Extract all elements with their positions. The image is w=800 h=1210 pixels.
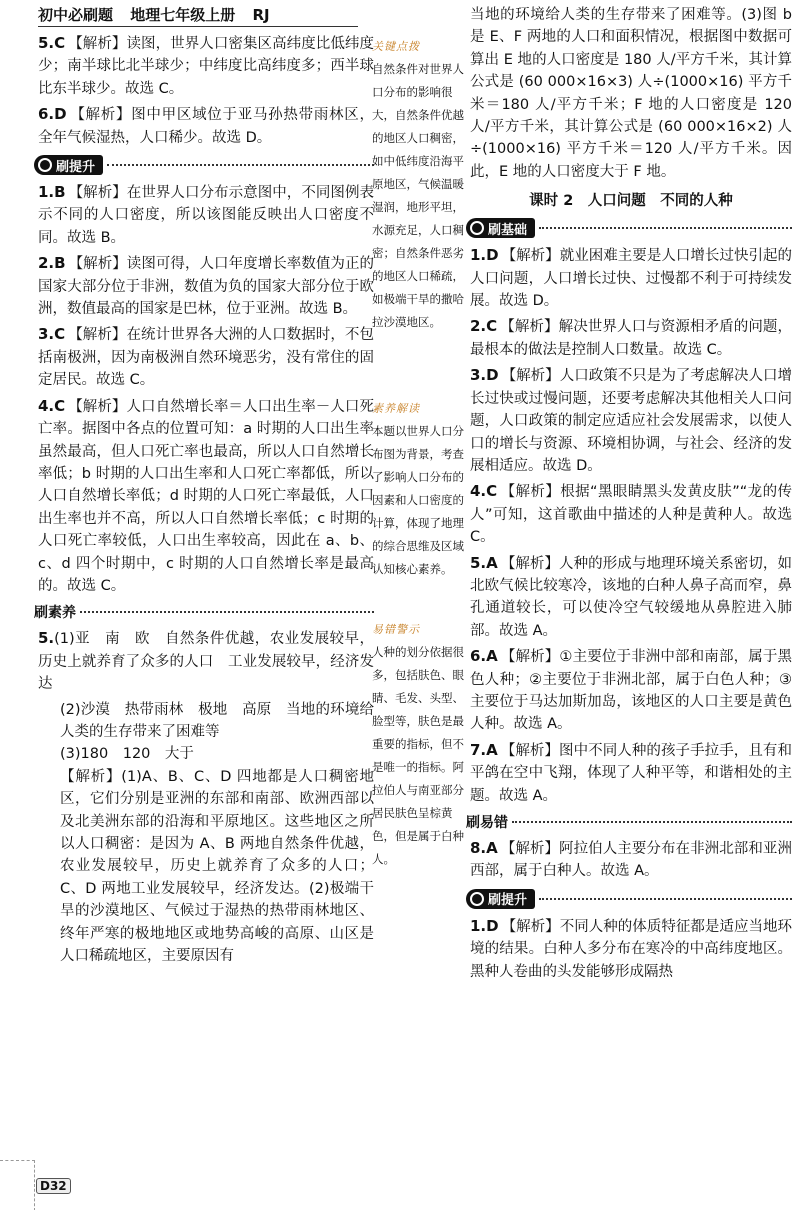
lesson-title: 课时 2 人口问题 不同的人种 [529,193,733,210]
answer-text: 【解析】就业困难主要是人口增长过快引起的人口问题，人口增长过快、过慢都不利于可持续发展。故选 D。 [470,248,792,310]
answer-item [38,627,374,695]
answer-letter: C [486,482,498,501]
answer-text: 【解析】在统计世界各大洲的人口数据时，不包括南极洲，因为南极洲自然环境恶劣，没有常住的固定居民。故选 C。 [38,327,374,389]
question-number: 1. [38,183,55,202]
answer-letter: C [54,34,66,52]
question-number: 8. [470,839,487,857]
side-note-title: 素养解读 [372,402,420,415]
question-number: 2. [470,317,487,336]
answer-item [38,32,374,100]
question-number: 1. [470,246,487,265]
answer-text: 【解析】人种的形成与地理环境关系密切，如北欧气候比较寒冷，该地的白种人鼻子高而窄，鼻孔通道较长，可以使冷空气较缓地从鼻腔进入肺部。故选 A。 [470,555,792,639]
answer-item [470,739,792,807]
answer-item [470,480,792,548]
answer-letter: B [54,183,66,202]
answer-item [38,103,374,149]
side-note-text: 人种的划分依据很多，包括肤色、眼睛、毛发、头型、脸型等，肤色是最重要的指标，但不是唯一的指标。阿拉伯人与南亚部分居民肤色呈棕黄色，但是属于白种人。 [372,645,464,866]
side-note-title: 关键点拨 [372,40,420,53]
answer-item [470,244,792,312]
answer-text: 【解析】人口自然增长率＝人口出生率－人口死亡率。据图中各点的位置可知：a 时期的人口出生率虽然最高，但人口死亡率也最高，所以人口自然增长率低；b 时期的人口出生率和人口死亡率都低，所以人口自然增长率低；d 时期的人口死亡率最低，人口出生率也并不高，所以人口自然增长率低；c 时期的人口死亡率较低，人口出生率较高，因此在 a、b、c、d 四个时期中，c 时期的人口自然增长率是最高的。故选 C。 [38,398,374,594]
side-note [372,38,464,334]
section-label: 刷基础 [488,222,528,238]
page-number: D32 [36,1178,71,1194]
answer-text: 【解析】图中甲区域位于亚马孙热带雨林区，全年气候湿热，人口稀少。故选 D。 [38,107,374,146]
section-label: 刷易错 [466,815,508,831]
brush-icon [470,221,484,235]
dotted-divider [107,164,374,166]
answer-letter: C [54,325,66,344]
answer-letter: D [54,105,67,124]
question-number: 3. [470,366,487,385]
answer-item [470,364,792,477]
analysis-text: 【解析】(1)A、B、C、D 四地都是人口稠密地区，它们分别是亚洲的东部和南部、欧洲西部以及北美洲东部的沿海和平原地区。这些地区之所以人口稠密：是因为 A、B 两地自然条件优越，农业发展较早，历史上就养育了众多的人口；C、D 两地工业发展较早，经济发达。(2)极端干旱的沙漠地区、气候过于湿热的热带雨林地区、终年严寒的极地地区或地势高峻的高原、山区是人口稀疏地区，主要原因有 [60,768,374,965]
answer-part: (2)沙漠 热带雨林 极地 高原 当地的环境给人类的生存带来了困难等 [60,701,374,740]
question-number: 4. [470,482,487,501]
corner-mark [0,1160,35,1210]
answer-text: 【解析】阿拉伯人主要分布在非洲北部和亚洲西部，属于白种人。故选 A。 [470,841,792,880]
answer-letter: C [486,317,498,336]
answer-item [38,181,374,249]
dotted-divider [539,227,792,229]
answer-item [470,315,792,361]
brush-icon [38,158,52,172]
section-heading [466,216,792,240]
dotted-divider [80,611,374,613]
question-number: 4. [38,396,55,415]
section-label: 刷素养 [34,605,76,622]
answer-text: 【解析】在世界人口分布示意图中，不同图例表示不同的人口密度，所以该图能反映出人口密度不同。故选 B。 [38,185,374,246]
answer-text: 【解析】读图，世界人口密集区高纬度比低纬度少；南半球比北半球少；中纬度比高纬度多；西半球比东半球少。故选 C。 [38,36,374,97]
question-number: 5. [38,34,55,52]
section-label: 刷提升 [488,893,528,909]
answer-text: 【解析】①主要位于非洲中部和南部，属于黑色人种；②主要位于非洲北部，属于白色人种；③主要位于马达加斯加岛，该地区的人口主要是黄色人种。故选 A。 [470,649,792,733]
section-heading [466,887,792,911]
answer-letter: A [486,839,498,857]
answer-letter: D [486,246,499,265]
answer-part: (3)180 120 大于 [60,746,194,763]
answer-text: 【解析】人口政策不只是为了考虑解决人口增长过快或过慢问题，还要考虑解决其他相关人口问题，人口政策的制定应适应社会发展需求，以使人口的增长与资源、环境相协调，与社会、经济的发展相适应。故选 D。 [470,368,792,474]
answer-letter: B [54,254,66,273]
side-note-title: 易错警示 [372,623,420,636]
side-note [372,400,464,581]
book-title: 初中必刷题 [38,6,114,24]
section-heading [466,811,792,833]
subject-title: 地理七年级上册 [130,6,236,24]
answer-item [38,323,374,391]
question-number: 2. [38,254,55,273]
section-heading [34,601,374,623]
section-label: 刷提升 [56,159,96,175]
answer-letter: A [486,647,498,666]
answer-letter: D [486,916,499,935]
side-note [372,621,464,871]
answer-letter: A [486,740,498,759]
side-note-text: 本题以世界人口分布图为背景，考查了影响人口分布的因素和人口密度的计算，体现了地理的综合思维及区域认知核心素养。 [372,424,464,576]
section-badge [466,218,535,238]
answer-item [470,645,792,736]
dotted-divider [539,898,792,900]
question-number: 5. [38,629,55,648]
right-column [466,4,792,986]
question-number: 1. [470,916,487,935]
answer-text: 【解析】读图可得，人口年度增长率数值为正的国家大部分位于非洲，数值为负的国家大部分位于欧洲，数值最高的国家是巴林，位于亚洲。故选 B。 [38,256,374,318]
question-number: 6. [38,105,55,124]
answer-text: 【解析】图中不同人种的孩子手拉手，且有和平鸽在空中飞翔，体现了人种平等，和谐相处的主题。故选 A。 [470,742,792,804]
question-number: 5. [470,553,487,572]
answer-text: 【解析】不同人种的体质特征都是适应当地环境的结果。白种人多分布在寒冷的中高纬度地区。黑种人卷曲的头发能够形成隔热 [470,918,792,980]
answer-letter: C [54,396,66,415]
answer-item [470,915,792,983]
answer-item [38,252,374,320]
question-number: 3. [38,325,55,344]
section-badge [34,155,103,175]
answer-text: 【解析】解决世界人口与资源相矛盾的问题，最根本的做法是控制人口数量。故选 C。 [470,319,792,358]
side-note-text: 自然条件对世界人口分布的影响很大，自然条件优越的地区人口稠密，如中低纬度沿海平原地区，气候温暖湿润，地形平坦，水源充足，人口稠密；自然条件恶劣的地区人口稀疏，如极端干旱的撒哈拉沙漠地区。 [372,62,464,329]
analysis-continued: 当地的环境给人类的生存带来了困难等。(3)图 b 是 E、F 两地的人口和面积情况，根据图中数据可算出 E 地的人口密度是 180 人/平方千米，其计算公式是 (60 000×16×3) 人÷(1000×16) 平方千米＝180 人/平方千米；F 地的人口密度是 120 人/平方千米，其计算公式是 (60 000×16×2) 人÷(1000×16) 平方千米＝120 人/平方千米。因此，E 地的人口密度大于 F 地。 [470,7,792,180]
side-notes-column [372,38,464,885]
left-column [34,32,374,967]
answer-item [470,837,792,883]
answer-text: 【解析】根据“黑眼睛黑头发黄皮肤”“龙的传人”可知，这首歌曲中描述的人种是黄种人。故选 C。 [470,484,792,546]
page-header [38,4,358,27]
answer-part: (1)亚 南 欧 自然条件优越，农业发展较早，历史上就养育了众多的人口 工业发展较早，经济发达 [38,631,374,693]
dotted-divider [512,821,792,823]
answer-letter: A [486,553,498,572]
answer-letter: D [486,366,499,385]
section-badge [466,889,535,909]
edition-label: RJ [252,6,270,24]
section-heading [34,153,374,177]
answer-item [470,552,792,643]
answer-item [38,395,374,598]
question-number: 6. [470,647,487,666]
question-number: 7. [470,740,487,759]
brush-icon [470,892,484,906]
